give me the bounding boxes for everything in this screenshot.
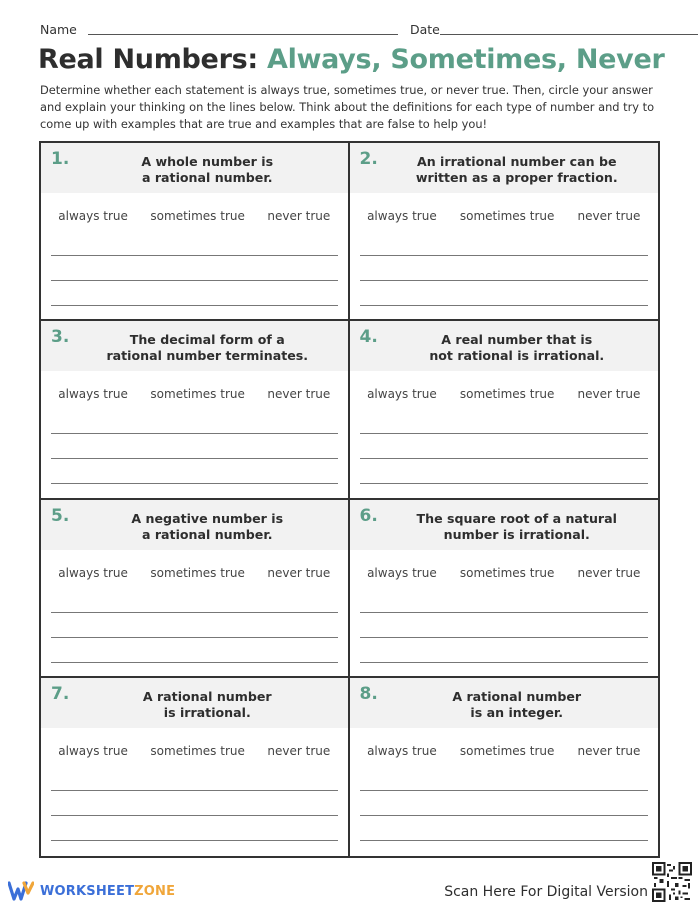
answer-choices (41, 387, 348, 401)
choice-sometimes-true[interactable]: sometimes true (459, 209, 555, 223)
problem-number: 7. (51, 683, 70, 704)
statement-line-1: A negative number is (131, 510, 284, 526)
choice-never-true[interactable]: never true (577, 743, 641, 758)
problem-card (41, 143, 350, 321)
problem-header (350, 500, 659, 550)
logo-word-worksheet: WORKSHEET (40, 883, 135, 899)
answer-line[interactable] (51, 790, 338, 791)
page-title (38, 44, 665, 75)
name-field[interactable] (88, 34, 398, 35)
answer-choices (41, 744, 348, 758)
answer-line[interactable] (360, 612, 649, 613)
answer-line[interactable] (360, 433, 649, 434)
problem-card (350, 321, 659, 499)
choice-sometimes-true[interactable]: sometimes true (459, 565, 555, 580)
answer-choices (350, 387, 659, 401)
date-label: Date (410, 22, 440, 37)
statement-line-1: A rational number (142, 688, 272, 704)
answer-line[interactable] (51, 433, 338, 434)
problem-card (350, 500, 659, 678)
statement-line-1: A rational number (452, 688, 582, 704)
problem-number: 4. (359, 327, 378, 348)
problem-header (350, 143, 659, 193)
choice-always-true[interactable]: always true (58, 743, 128, 758)
answer-line[interactable] (51, 458, 338, 459)
answer-choices (350, 744, 659, 758)
problem-header (350, 321, 659, 371)
statement-line-1: The decimal form of a (129, 332, 285, 348)
date-field[interactable] (440, 34, 698, 35)
problem-header (41, 143, 348, 193)
problem-header (350, 678, 659, 728)
problem-card (41, 321, 350, 499)
qr-code-icon[interactable] (652, 862, 692, 902)
choice-always-true[interactable]: always true (58, 209, 128, 223)
statement-line-1: An irrational number can be (416, 154, 617, 169)
instructions: Determine whether each statement is always true, sometimes true, or never true. Then, circle your answer and explain your thinking on the lines below. Think about the definitions for each type of number and try to come up with examples that are true and examples that are false to help you! (40, 83, 655, 131)
problem-statement (75, 511, 340, 543)
problem-number: 8. (359, 683, 378, 704)
answer-choices (41, 209, 348, 223)
answer-line[interactable] (360, 815, 649, 816)
logo-text (40, 884, 175, 899)
answer-line[interactable] (360, 458, 649, 459)
answer-line[interactable] (51, 305, 338, 306)
answer-line[interactable] (51, 612, 338, 613)
choice-sometimes-true[interactable]: sometimes true (150, 209, 245, 223)
logo-word-zone: ZONE (134, 883, 176, 899)
title-main: Real Numbers: (38, 44, 258, 75)
answer-line[interactable] (51, 255, 338, 256)
choice-sometimes-true[interactable]: sometimes true (150, 743, 245, 758)
problem-number: 2. (359, 149, 378, 169)
problem-number: 5. (51, 505, 70, 526)
answer-line[interactable] (360, 637, 649, 638)
choice-never-true[interactable]: never true (577, 387, 641, 402)
choice-sometimes-true[interactable]: sometimes true (459, 743, 555, 758)
problem-card (41, 500, 350, 678)
answer-line[interactable] (51, 483, 338, 484)
statement-line-2: not rational is irrational. (429, 348, 605, 364)
name-label: Name (40, 22, 77, 37)
answer-line[interactable] (360, 840, 649, 841)
choice-sometimes-true[interactable]: sometimes true (459, 387, 555, 402)
statement-line-2: number is irrational. (443, 526, 590, 542)
problem-number: 1. (51, 149, 70, 169)
answer-choices (350, 209, 659, 223)
problem-card (350, 678, 659, 856)
problem-statement (75, 154, 340, 186)
problem-number: 3. (51, 327, 70, 348)
problem-statement (384, 511, 651, 543)
choice-always-true[interactable]: always true (367, 387, 437, 402)
choice-never-true[interactable]: never true (267, 743, 331, 758)
problem-number: 6. (359, 505, 378, 526)
problem-statement (75, 332, 340, 364)
problems-grid (39, 141, 660, 858)
statement-line-1: A whole number is (141, 154, 274, 169)
worksheetzone-logo-icon (8, 880, 34, 902)
problem-header (41, 321, 348, 371)
answer-line[interactable] (51, 637, 338, 638)
answer-choices (41, 566, 348, 580)
answer-line[interactable] (51, 280, 338, 281)
choice-never-true[interactable]: never true (577, 209, 641, 223)
problem-statement (75, 689, 340, 721)
statement-line-2: written as a proper fraction. (415, 170, 618, 185)
problem-statement (384, 689, 651, 721)
statement-line-2: a rational number. (141, 170, 273, 185)
answer-choices (350, 566, 659, 580)
answer-line[interactable] (360, 483, 649, 484)
choice-never-true[interactable]: never true (267, 387, 331, 402)
choice-sometimes-true[interactable]: sometimes true (150, 565, 245, 580)
choice-always-true[interactable]: always true (367, 743, 437, 758)
title-subtitle: Always, Sometimes, Never (266, 44, 665, 75)
choice-never-true[interactable]: never true (267, 565, 331, 580)
answer-line[interactable] (360, 790, 649, 791)
choice-always-true[interactable]: always true (367, 565, 437, 580)
scan-prompt: Scan Here For Digital Version (444, 884, 648, 900)
statement-line-1: The square root of a natural (416, 510, 617, 526)
choice-never-true[interactable]: never true (267, 209, 331, 223)
problem-statement (384, 332, 651, 364)
worksheetzone-logo[interactable] (8, 878, 175, 904)
choice-sometimes-true[interactable]: sometimes true (150, 387, 245, 402)
choice-always-true[interactable]: always true (58, 565, 128, 580)
name-date-row (40, 22, 660, 38)
answer-line[interactable] (51, 815, 338, 816)
problem-statement (384, 154, 651, 186)
statement-line-2: is an integer. (470, 704, 564, 720)
problem-header (41, 500, 348, 550)
answer-line[interactable] (360, 255, 649, 256)
choice-always-true[interactable]: always true (367, 209, 437, 223)
statement-line-2: a rational number. (141, 526, 273, 542)
choice-never-true[interactable]: never true (577, 565, 641, 580)
answer-line[interactable] (360, 662, 649, 663)
statement-line-2: is irrational. (163, 704, 251, 720)
answer-line[interactable] (360, 280, 649, 281)
answer-line[interactable] (360, 305, 649, 306)
problem-card (350, 143, 659, 321)
problem-card (41, 678, 350, 856)
answer-line[interactable] (51, 662, 338, 663)
problem-header (41, 678, 348, 728)
statement-line-1: A real number that is (441, 332, 593, 348)
statement-line-2: rational number terminates. (106, 348, 309, 364)
answer-line[interactable] (51, 840, 338, 841)
choice-always-true[interactable]: always true (58, 387, 128, 402)
